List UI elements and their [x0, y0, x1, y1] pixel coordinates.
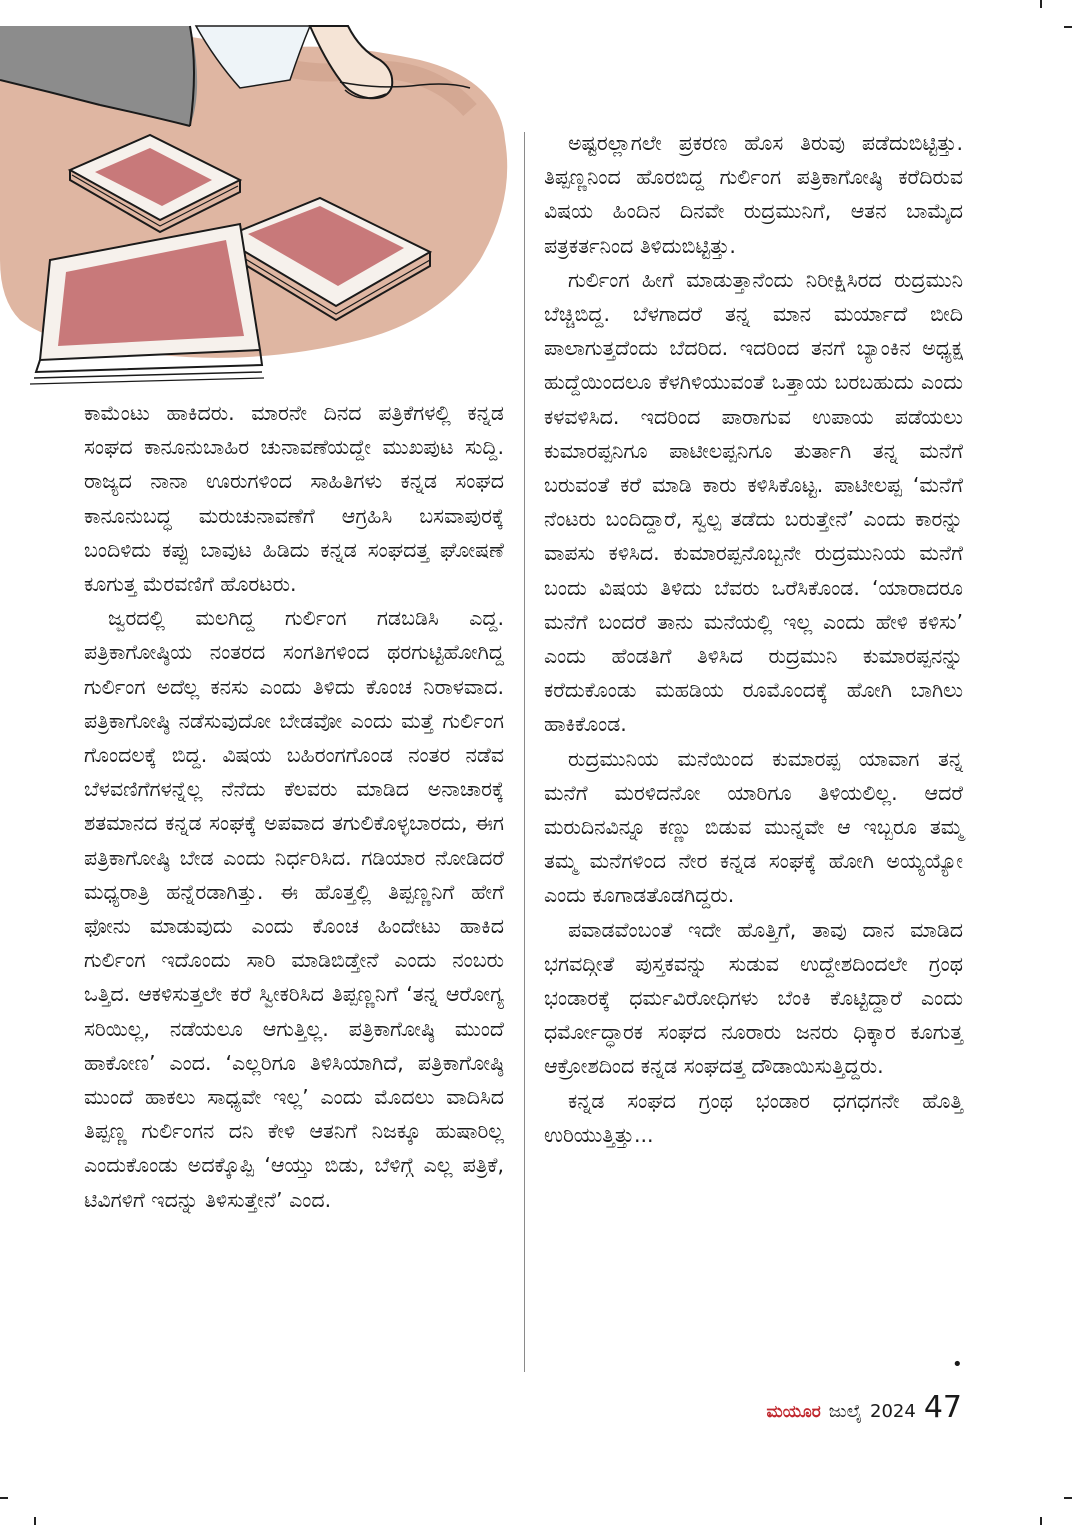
article-column-right — [544, 126, 963, 1152]
paragraph: ಗುರ್ಲಿಂಗ ಹೀಗೆ ಮಾಡುತ್ತಾನೆಂದು ನಿರೀಕ್ಷಿಸಿರದ ರುದ್ರಮುನಿ ಬೆಚ್ಚಿಬಿದ್ದ. ಬೆಳಗಾದರೆ ತನ್ನ ಮಾನ ಮರ್ಯಾದೆ ಬೀದಿ ಪಾಲಾಗುತ್ತದೆಂದು ಬೆದರಿದ. ಇದರಿಂದ ತನಗೆ ಬ್ಯಾಂಕಿನ ಅಧ್ಯಕ್ಷ ಹುದ್ದೆಯಿಂದಲೂ ಕೆಳಗಿಳಿಯುವಂತೆ ಒತ್ತಾಯ ಬರಬಹುದು ಎಂದು ಕಳವಳಿಸಿದ. ಇದರಿಂದ ಪಾರಾಗುವ ಉಪಾಯ ಪಡೆಯಲು ಕುಮಾರಪ್ಪನಿಗೂ ಪಾಟೀಲಪ್ಪನಿಗೂ ತುರ್ತಾಗಿ ತನ್ನ ಮನೆಗೆ ಬರುವಂತೆ ಕರೆ ಮಾಡಿ ಕಾರು ಕಳಿಸಿಕೊಟ್ಟ. ಪಾಟೀಲಪ್ಪ ‘ಮನೆಗೆ ನೆಂಟರು ಬಂದಿದ್ದಾರೆ, ಸ್ವಲ್ಪ ತಡೆದು ಬರುತ್ತೇನೆ’ ಎಂದು ಕಾರನ್ನು ವಾಪಸು ಕಳಿಸಿದ. ಕುಮಾರಪ್ಪನೊಬ್ಬನೇ ರುದ್ರಮುನಿಯ ಮನೆಗೆ ಬಂದು ವಿಷಯ ತಿಳಿದು ಬೆವರು ಒರೆಸಿಕೊಂಡ. ‘ಯಾರಾದರೂ ಮನೆಗೆ ಬಂದರೆ ತಾನು ಮನೆಯಲ್ಲಿ ಇಲ್ಲ ಎಂದು ಹೇಳಿ ಕಳಿಸು’ ಎಂದು ಹೆಂಡತಿಗೆ ತಿಳಿಸಿದ ರುದ್ರಮುನಿ ಕುಮಾರಪ್ಪನನ್ನು ಕರೆದುಕೊಂಡು ಮಹಡಿಯ ರೂಮೊಂದಕ್ಕೆ ಹೋಗಿ ಬಾಗಿಲು ಹಾಕಿಕೊಂಡ. — [544, 267, 963, 737]
crop-mark-right-lower — [1064, 1497, 1072, 1499]
page-footer — [767, 1390, 962, 1425]
end-of-article-mark: • — [952, 1354, 963, 1375]
magazine-name: ಮಯೂರ — [766, 1402, 821, 1422]
crop-mark-left-bottom — [0, 1497, 8, 1499]
issue-month: ಜುಲೈ — [828, 1401, 862, 1422]
page-number: 47 — [923, 1390, 962, 1425]
article-column-left — [84, 396, 504, 1217]
paragraph: ರುದ್ರಮುನಿಯ ಮನೆಯಿಂದ ಕುಮಾರಪ್ಪ ಯಾವಾಗ ತನ್ನ ಮನೆಗೆ ಮರಳಿದನೋ ಯಾರಿಗೂ ತಿಳಿಯಲಿಲ್ಲ. ಆದರೆ ಮರುದಿನವಿನ್ನೂ ಕಣ್ಣು ಬಿಡುವ ಮುನ್ನವೇ ಆ ಇಬ್ಬರೂ ತಮ್ಮ ತಮ್ಮ ಮನೆಗಳಿಂದ ನೇರ ಕನ್ನಡ ಸಂಘಕ್ಕೆ ಹೋಗಿ ಅಯ್ಯಯ್ಯೋ ಎಂದು ಕೂಗಾಡತೊಡಗಿದ್ದರು. — [544, 746, 963, 908]
crop-mark-bottom-right — [1040, 1517, 1042, 1525]
crop-mark-top-right — [1040, 0, 1042, 8]
stacked-books-illustration — [0, 20, 520, 385]
column-divider — [524, 132, 525, 1372]
paragraph: ಪವಾಡವೆಂಬಂತೆ ಇದೇ ಹೊತ್ತಿಗೆ, ತಾವು ದಾನ ಮಾಡಿದ ಭಗವದ್ಗೀತೆ ಪುಸ್ತಕವನ್ನು ಸುಡುವ ಉದ್ದೇಶದಿಂದಲೇ ಗ್ರಂಥ ಭಂಡಾರಕ್ಕೆ ಧರ್ಮವಿರೋಧಿಗಳು ಬೆಂಕಿ ಕೊಟ್ಟಿದ್ದಾರೆ ಎಂದು ಧರ್ಮೋದ್ಧಾರಕ ಸಂಘದ ನೂರಾರು ಜನರು ಧಿಕ್ಕಾರ ಕೂಗುತ್ತ ಆಕ್ರೋಶದಿಂದ ಕನ್ನಡ ಸಂಘದತ್ತ ದೌಡಾಯಿಸುತ್ತಿದ್ದರು. — [544, 917, 963, 1079]
paragraph: ಅಷ್ಟರಲ್ಲಾಗಲೇ ಪ್ರಕರಣ ಹೊಸ ತಿರುವು ಪಡೆದುಬಿಟ್ಟಿತ್ತು. ತಿಪ್ಪಣ್ಣನಿಂದ ಹೊರಬಿದ್ದ ಗುರ್ಲಿಂಗ ಪತ್ರಿಕಾಗೋಷ್ಠಿ ಕರೆದಿರುವ ವಿಷಯ ಹಿಂದಿನ ದಿನವೇ ರುದ್ರಮುನಿಗೆ, ಆತನ ಬಾಮೈದ ಪತ್ರಕರ್ತನಿಂದ ತಿಳಿದುಬಿಟ್ಟಿತ್ತು. — [544, 131, 963, 258]
paragraph: ಕಾಮೆಂಟು ಹಾಕಿದರು. ಮಾರನೇ ದಿನದ ಪತ್ರಿಕೆಗಳಲ್ಲಿ ಕನ್ನಡ ಸಂಘದ ಕಾನೂನುಬಾಹಿರ ಚುನಾವಣೆಯದ್ದೇ ಮುಖಪುಟ ಸುದ್ದಿ. ರಾಜ್ಯದ ನಾನಾ ಊರುಗಳಿಂದ ಸಾಹಿತಿಗಳು ಕನ್ನಡ ಸಂಘದ ಕಾನೂನುಬದ್ಧ ಮರುಚುನಾವಣೆಗೆ ಆಗ್ರಹಿಸಿ ಬಸವಾಪುರಕ್ಕೆ ಬಂದಿಳಿದು ಕಪ್ಪು ಬಾವುಟ ಹಿಡಿದು ಕನ್ನಡ ಸಂಘದತ್ತ ಘೋಷಣೆ ಕೂಗುತ್ತ ಮೆರವಣಿಗೆ ಹೊರಟರು. — [84, 401, 504, 597]
crop-mark-right-upper — [1064, 26, 1072, 28]
paragraph: ಕನ್ನಡ ಸಂಘದ ಗ್ರಂಥ ಭಂಡಾರ ಧಗಧಗನೇ ಹೊತ್ತಿ ಉರಿಯುತ್ತಿತ್ತು... — [544, 1088, 963, 1147]
paragraph: ಜ್ವರದಲ್ಲಿ ಮಲಗಿದ್ದ ಗುರ್ಲಿಂಗ ಗಡಬಡಿಸಿ ಎದ್ದ. ಪತ್ರಿಕಾಗೋಷ್ಠಿಯ ನಂತರದ ಸಂಗತಿಗಳಿಂದ ಥರಗುಟ್ಟಿಹೋಗಿದ್ದ ಗುರ್ಲಿಂಗ ಅದೆಲ್ಲ ಕನಸು ಎಂದು ತಿಳಿದು ಕೊಂಚ ನಿರಾಳವಾದ. ಪತ್ರಿಕಾಗೋಷ್ಠಿ ನಡೆಸುವುದೋ ಬೇಡವೋ ಎಂದು ಮತ್ತೆ ಗುರ್ಲಿಂಗ ಗೊಂದಲಕ್ಕೆ ಬಿದ್ದ. ವಿಷಯ ಬಹಿರಂಗಗೊಂಡ ನಂತರ ನಡೆವ ಬೆಳವಣಿಗೆಗಳನ್ನೆಲ್ಲ ನೆನೆದು ಕೆಲವರು ಮಾಡಿದ ಅನಾಚಾರಕ್ಕೆ ಶತಮಾನದ ಕನ್ನಡ ಸಂಘಕ್ಕೆ ಅಪವಾದ ತಗುಲಿಕೊಳ್ಳಬಾರದು, ಈಗ ಪತ್ರಿಕಾಗೋಷ್ಠಿ ಬೇಡ ಎಂದು ನಿರ್ಧರಿಸಿದ. ಗಡಿಯಾರ ನೋಡಿದರೆ ಮಧ್ಯರಾತ್ರಿ ಹನ್ನೆರಡಾಗಿತ್ತು. ಈ ಹೊತ್ತಲ್ಲಿ ತಿಪ್ಪಣ್ಣನಿಗೆ ಹೇಗೆ ಫೋನು ಮಾಡುವುದು ಎಂದು ಕೊಂಚ ಹಿಂದೇಟು ಹಾಕಿದ ಗುರ್ಲಿಂಗ ಇದೊಂದು ಸಾರಿ ಮಾಡಿಬಿಡ್ತೇನೆ ಎಂದು ನಂಬರು ಒತ್ತಿದ. ಆಕಳಿಸುತ್ತಲೇ ಕರೆ ಸ್ವೀಕರಿಸಿದ ತಿಪ್ಪಣ್ಣನಿಗೆ ‘ತನ್ನ ಆರೋಗ್ಯ ಸರಿಯಿಲ್ಲ, ನಡೆಯಲೂ ಆಗುತ್ತಿಲ್ಲ. ಪತ್ರಿಕಾಗೋಷ್ಠಿ ಮುಂದೆ ಹಾಕೋಣ’ ಎಂದ. ‘ಎಲ್ಲರಿಗೂ ತಿಳಿಸಿಯಾಗಿದೆ, ಪತ್ರಿಕಾಗೋಷ್ಠಿ ಮುಂದೆ ಹಾಕಲು ಸಾಧ್ಯವೇ ಇಲ್ಲ’ ಎಂದು ಮೊದಲು ವಾದಿಸಿದ ತಿಪ್ಪಣ್ಣ ಗುರ್ಲಿಂಗನ ದನಿ ಕೇಳಿ ಆತನಿಗೆ ನಿಜಕ್ಕೂ ಹುಷಾರಿಲ್ಲ ಎಂದುಕೊಂಡು ಅದಕ್ಕೊಪ್ಪಿ ‘ಆಯ್ತು ಬಿಡು, ಬೆಳಿಗ್ಗೆ ಎಲ್ಲ ಪತ್ರಿಕೆ, ಟಿವಿಗಳಿಗೆ ಇದನ್ನು ತಿಳಿಸುತ್ತೇನೆ’ ಎಂದ. — [84, 606, 504, 1212]
issue-year: 2024 — [870, 1401, 916, 1422]
crop-mark-bottom-left — [34, 1517, 36, 1525]
